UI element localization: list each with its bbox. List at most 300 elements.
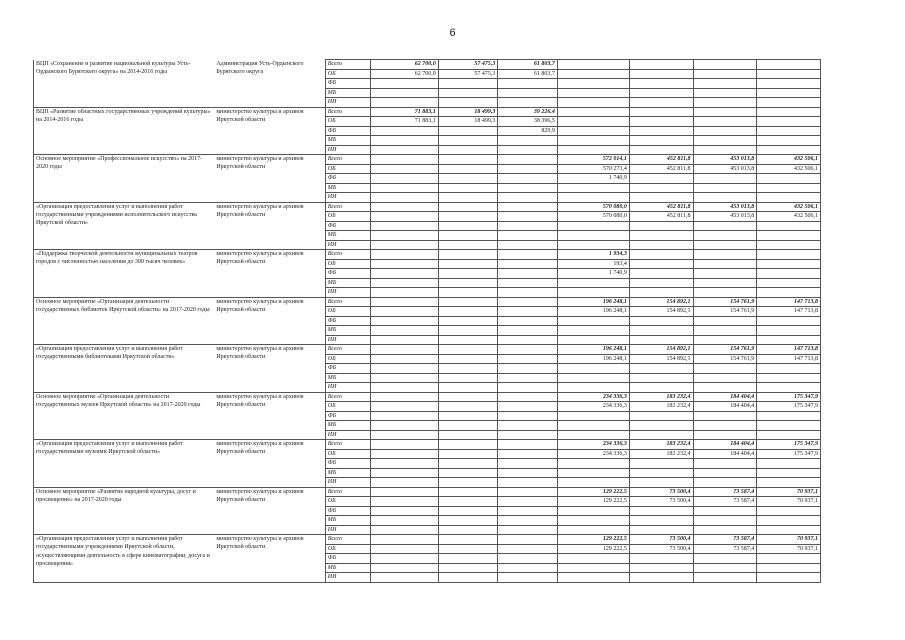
amount-cell — [438, 373, 498, 383]
amount-cell — [370, 193, 438, 203]
amount-cell — [498, 373, 558, 383]
funding-source-label: ФБ — [325, 506, 370, 516]
amount-cell — [757, 563, 821, 573]
amount-cell — [693, 364, 757, 374]
amount-cell: 452 811,8 — [629, 155, 693, 165]
amount-cell — [557, 335, 629, 345]
amount-cell — [557, 107, 629, 117]
amount-cell: 175 347,9 — [757, 449, 821, 459]
amount-cell: 570 273,4 — [557, 164, 629, 174]
table-row — [34, 202, 821, 212]
amount-cell: 129 222,5 — [557, 535, 629, 545]
amount-cell — [498, 525, 558, 535]
amount-cell — [438, 354, 498, 364]
amount-cell — [438, 164, 498, 174]
funding-source-label: ФБ — [325, 79, 370, 89]
amount-cell — [498, 563, 558, 573]
table-row — [34, 535, 821, 545]
amount-cell: 147 713,8 — [757, 307, 821, 317]
amount-cell: 183 232,4 — [629, 392, 693, 402]
amount-cell: 570 080,0 — [557, 212, 629, 222]
amount-cell — [629, 373, 693, 383]
amount-cell: 154 892,1 — [629, 297, 693, 307]
funding-source-label: ОБ — [325, 259, 370, 269]
funding-source-label: ФБ — [325, 126, 370, 136]
amount-cell — [757, 506, 821, 516]
amount-cell: 73 500,4 — [629, 535, 693, 545]
amount-cell — [629, 459, 693, 469]
amount-cell — [693, 145, 757, 155]
amount-cell — [438, 183, 498, 193]
amount-cell — [557, 60, 629, 70]
amount-cell — [757, 278, 821, 288]
funding-source-label: ОБ — [325, 402, 370, 412]
amount-cell — [370, 487, 438, 497]
amount-cell — [757, 79, 821, 89]
amount-cell — [757, 316, 821, 326]
amount-cell — [438, 440, 498, 450]
amount-cell — [629, 335, 693, 345]
amount-cell — [693, 459, 757, 469]
amount-cell — [498, 554, 558, 564]
amount-cell — [629, 69, 693, 79]
amount-cell — [498, 402, 558, 412]
amount-cell — [557, 516, 629, 526]
amount-cell — [370, 335, 438, 345]
amount-cell — [757, 525, 821, 535]
amount-cell — [370, 373, 438, 383]
amount-cell: 453 013,8 — [693, 212, 757, 222]
executor-name: министерство культуры и архивов Иркутской области — [214, 535, 325, 583]
amount-cell — [370, 221, 438, 231]
amount-cell — [370, 554, 438, 564]
amount-cell — [438, 364, 498, 374]
amount-cell — [757, 126, 821, 136]
amount-cell — [693, 79, 757, 89]
amount-cell — [757, 373, 821, 383]
amount-cell — [370, 307, 438, 317]
amount-cell — [629, 250, 693, 260]
amount-cell: 147 713,8 — [757, 354, 821, 364]
funding-source-label: Всего — [325, 250, 370, 260]
funding-source-label: ОБ — [325, 449, 370, 459]
funding-source-label: Всего — [325, 535, 370, 545]
amount-cell — [438, 240, 498, 250]
amount-cell — [757, 183, 821, 193]
amount-cell — [498, 88, 558, 98]
program-name: «Организация предоставления услуг и выполнения работ государственными библиотеками Иркутской области» — [34, 345, 215, 393]
amount-cell — [557, 183, 629, 193]
amount-cell — [693, 250, 757, 260]
amount-cell — [438, 449, 498, 459]
amount-cell — [693, 117, 757, 127]
amount-cell: 1 740,9 — [557, 269, 629, 279]
amount-cell — [438, 402, 498, 412]
amount-cell — [629, 468, 693, 478]
amount-cell — [557, 364, 629, 374]
amount-cell: 154 892,1 — [629, 354, 693, 364]
executor-name: министерство культуры и архивов Иркутской области — [214, 297, 325, 345]
amount-cell — [370, 544, 438, 554]
amount-cell — [370, 278, 438, 288]
amount-cell — [438, 155, 498, 165]
amount-cell — [438, 487, 498, 497]
amount-cell — [757, 240, 821, 250]
amount-cell: 147 713,8 — [757, 345, 821, 355]
amount-cell: 1 934,3 — [557, 250, 629, 260]
amount-cell — [757, 231, 821, 241]
funding-source-label: ИИ — [325, 383, 370, 393]
amount-cell — [629, 183, 693, 193]
amount-cell — [370, 269, 438, 279]
amount-cell — [498, 183, 558, 193]
amount-cell — [757, 174, 821, 184]
amount-cell — [757, 259, 821, 269]
amount-cell: 829,9 — [498, 126, 558, 136]
amount-cell — [693, 221, 757, 231]
amount-cell — [370, 345, 438, 355]
amount-cell — [498, 506, 558, 516]
amount-cell — [757, 383, 821, 393]
funding-source-label: ФБ — [325, 554, 370, 564]
amount-cell: 452 811,8 — [629, 202, 693, 212]
amount-cell — [498, 535, 558, 545]
amount-cell: 234 336,3 — [557, 440, 629, 450]
amount-cell — [629, 316, 693, 326]
amount-cell — [438, 573, 498, 583]
amount-cell — [438, 98, 498, 108]
amount-cell — [438, 79, 498, 89]
amount-cell — [693, 259, 757, 269]
amount-cell — [498, 487, 558, 497]
amount-cell — [370, 250, 438, 260]
amount-cell: 39 226,4 — [498, 107, 558, 117]
amount-cell — [438, 250, 498, 260]
amount-cell — [438, 345, 498, 355]
funding-source-label: ОБ — [325, 497, 370, 507]
amount-cell: 196 248,1 — [557, 345, 629, 355]
amount-cell — [629, 525, 693, 535]
program-name: ВЦП «Сохранение и развитие национальной культуры Усть-Ордынского Бурятского округа» на 2014-2016 годы — [34, 60, 215, 108]
amount-cell — [438, 544, 498, 554]
amount-cell: 62 700,0 — [370, 69, 438, 79]
amount-cell — [370, 440, 438, 450]
amount-cell — [629, 240, 693, 250]
amount-cell — [557, 316, 629, 326]
amount-cell — [370, 354, 438, 364]
amount-cell — [498, 516, 558, 526]
funding-source-label: МБ — [325, 231, 370, 241]
amount-cell — [757, 221, 821, 231]
amount-cell — [557, 278, 629, 288]
amount-cell: 73 500,4 — [629, 487, 693, 497]
amount-cell — [693, 107, 757, 117]
amount-cell: 154 761,9 — [693, 307, 757, 317]
amount-cell — [498, 145, 558, 155]
amount-cell — [438, 411, 498, 421]
amount-cell — [757, 421, 821, 431]
amount-cell — [438, 126, 498, 136]
amount-cell: 57 475,3 — [438, 60, 498, 70]
funding-source-label: ИИ — [325, 98, 370, 108]
amount-cell: 572 014,1 — [557, 155, 629, 165]
amount-cell — [693, 98, 757, 108]
amount-cell — [438, 335, 498, 345]
amount-cell — [438, 459, 498, 469]
funding-source-label: ФБ — [325, 221, 370, 231]
amount-cell — [757, 250, 821, 260]
amount-cell — [438, 563, 498, 573]
amount-cell — [370, 202, 438, 212]
amount-cell: 73 587,4 — [693, 535, 757, 545]
amount-cell — [557, 573, 629, 583]
amount-cell — [693, 516, 757, 526]
amount-cell — [498, 430, 558, 440]
amount-cell — [498, 164, 558, 174]
amount-cell — [629, 60, 693, 70]
amount-cell — [557, 69, 629, 79]
funding-source-label: ФБ — [325, 411, 370, 421]
amount-cell — [557, 231, 629, 241]
amount-cell — [370, 155, 438, 165]
amount-cell — [370, 516, 438, 526]
amount-cell — [557, 193, 629, 203]
amount-cell — [629, 193, 693, 203]
executor-name: министерство культуры и архивов Иркутской области — [214, 250, 325, 298]
amount-cell — [438, 88, 498, 98]
table-row — [34, 345, 821, 355]
amount-cell: 154 761,9 — [693, 354, 757, 364]
amount-cell — [438, 297, 498, 307]
amount-cell — [498, 278, 558, 288]
amount-cell — [757, 573, 821, 583]
funding-source-label: Всего — [325, 202, 370, 212]
amount-cell — [693, 506, 757, 516]
amount-cell — [693, 430, 757, 440]
table-row — [34, 392, 821, 402]
amount-cell — [629, 563, 693, 573]
funding-source-label: Всего — [325, 297, 370, 307]
amount-cell: 183 232,4 — [629, 402, 693, 412]
amount-cell — [757, 193, 821, 203]
amount-cell — [629, 79, 693, 89]
funding-source-label: ИИ — [325, 478, 370, 488]
amount-cell — [370, 449, 438, 459]
amount-cell — [438, 326, 498, 336]
amount-cell — [757, 468, 821, 478]
amount-cell — [629, 259, 693, 269]
amount-cell — [757, 117, 821, 127]
amount-cell — [629, 478, 693, 488]
executor-name: министерство культуры и архивов Иркутской области — [214, 202, 325, 250]
amount-cell — [498, 354, 558, 364]
funding-source-label: Всего — [325, 107, 370, 117]
amount-cell — [370, 231, 438, 241]
amount-cell — [693, 525, 757, 535]
funding-source-label: МБ — [325, 468, 370, 478]
amount-cell — [438, 516, 498, 526]
amount-cell: 71 883,1 — [370, 107, 438, 117]
amount-cell — [498, 364, 558, 374]
amount-cell — [557, 145, 629, 155]
amount-cell — [370, 297, 438, 307]
executor-name: министерство культуры и архивов Иркутской области — [214, 440, 325, 488]
amount-cell — [757, 364, 821, 374]
amount-cell — [370, 240, 438, 250]
amount-cell — [498, 335, 558, 345]
amount-cell — [693, 383, 757, 393]
amount-cell: 129 222,5 — [557, 487, 629, 497]
amount-cell — [370, 563, 438, 573]
amount-cell — [438, 554, 498, 564]
amount-cell: 183 232,4 — [629, 449, 693, 459]
amount-cell — [693, 421, 757, 431]
amount-cell: 73 587,4 — [693, 487, 757, 497]
amount-cell — [629, 430, 693, 440]
amount-cell — [438, 145, 498, 155]
amount-cell — [498, 98, 558, 108]
amount-cell — [557, 525, 629, 535]
amount-cell — [438, 202, 498, 212]
amount-cell — [757, 60, 821, 70]
amount-cell — [438, 136, 498, 146]
amount-cell — [693, 478, 757, 488]
amount-cell — [498, 297, 558, 307]
amount-cell — [629, 554, 693, 564]
amount-cell — [498, 155, 558, 165]
amount-cell — [629, 383, 693, 393]
amount-cell — [370, 79, 438, 89]
amount-cell — [757, 459, 821, 469]
amount-cell — [498, 316, 558, 326]
table-row — [34, 107, 821, 117]
amount-cell: 432 506,1 — [757, 164, 821, 174]
amount-cell — [498, 345, 558, 355]
amount-cell — [498, 174, 558, 184]
amount-cell: 184 404,4 — [693, 392, 757, 402]
program-name: Основное мероприятие «Организация деятельности государственных библиотек Иркутской области» на 2017-2020 годы — [34, 297, 215, 345]
table-row — [34, 487, 821, 497]
amount-cell: 147 713,8 — [757, 297, 821, 307]
amount-cell — [498, 250, 558, 260]
funding-source-label: ИИ — [325, 193, 370, 203]
amount-cell — [438, 193, 498, 203]
amount-cell — [498, 136, 558, 146]
funding-source-label: Всего — [325, 155, 370, 165]
amount-cell — [370, 174, 438, 184]
amount-cell — [757, 88, 821, 98]
amount-cell — [498, 79, 558, 89]
amount-cell — [370, 421, 438, 431]
amount-cell — [557, 221, 629, 231]
amount-cell — [557, 326, 629, 336]
funding-source-label: ИИ — [325, 240, 370, 250]
amount-cell — [438, 316, 498, 326]
amount-cell: 154 761,9 — [693, 297, 757, 307]
amount-cell — [498, 421, 558, 431]
amount-cell: 452 811,8 — [629, 212, 693, 222]
amount-cell — [498, 449, 558, 459]
program-name: «Организация предоставления услуг и выполнения работ государственными учреждениями исполнительского искусства Иркутской области» — [34, 202, 215, 250]
amount-cell — [498, 307, 558, 317]
amount-cell — [629, 231, 693, 241]
funding-source-label: Всего — [325, 440, 370, 450]
amount-cell — [438, 212, 498, 222]
amount-cell: 234 336,3 — [557, 449, 629, 459]
amount-cell — [370, 506, 438, 516]
amount-cell — [438, 478, 498, 488]
funding-source-label: ИИ — [325, 335, 370, 345]
amount-cell — [557, 98, 629, 108]
amount-cell: 70 937,1 — [757, 487, 821, 497]
amount-cell — [370, 88, 438, 98]
funding-source-label: ИИ — [325, 573, 370, 583]
amount-cell — [498, 221, 558, 231]
amount-cell — [370, 98, 438, 108]
program-name: Основное мероприятие «Организация деятельности государственных музеев Иркутской области» на 2017-2020 годы — [34, 392, 215, 440]
amount-cell: 62 700,0 — [370, 60, 438, 70]
amount-cell — [370, 288, 438, 298]
funding-source-label: ИИ — [325, 430, 370, 440]
amount-cell: 129 222,5 — [557, 544, 629, 554]
amount-cell: 196 248,1 — [557, 354, 629, 364]
amount-cell — [629, 145, 693, 155]
amount-cell — [693, 240, 757, 250]
amount-cell — [693, 60, 757, 70]
amount-cell — [693, 468, 757, 478]
amount-cell: 432 506,1 — [757, 202, 821, 212]
amount-cell — [629, 174, 693, 184]
amount-cell — [370, 136, 438, 146]
amount-cell — [370, 573, 438, 583]
amount-cell — [693, 335, 757, 345]
amount-cell: 61 803,7 — [498, 60, 558, 70]
amount-cell — [557, 383, 629, 393]
amount-cell — [498, 440, 558, 450]
amount-cell: 38 396,5 — [498, 117, 558, 127]
program-name: Основное мероприятие «Профессиональное искусство» на 2017-2020 годы — [34, 155, 215, 203]
amount-cell: 175 347,9 — [757, 392, 821, 402]
executor-name: министерство культуры и архивов Иркутской области — [214, 155, 325, 203]
amount-cell: 154 892,1 — [629, 307, 693, 317]
amount-cell — [757, 288, 821, 298]
amount-cell — [693, 183, 757, 193]
amount-cell — [629, 117, 693, 127]
amount-cell — [557, 88, 629, 98]
funding-source-label: ОБ — [325, 117, 370, 127]
amount-cell: 70 937,1 — [757, 497, 821, 507]
amount-cell — [557, 563, 629, 573]
table-row — [34, 250, 821, 260]
amount-cell: 1 740,9 — [557, 174, 629, 184]
amount-cell — [629, 288, 693, 298]
funding-source-label: ИИ — [325, 525, 370, 535]
amount-cell: 452 811,8 — [629, 164, 693, 174]
program-name: «Организация предоставления услуг и выполнения работ государственными музеями Иркутской области» — [34, 440, 215, 488]
amount-cell: 193,4 — [557, 259, 629, 269]
amount-cell — [693, 326, 757, 336]
amount-cell — [438, 506, 498, 516]
funding-source-label: МБ — [325, 326, 370, 336]
funding-source-label: ФБ — [325, 269, 370, 279]
amount-cell — [629, 98, 693, 108]
amount-cell — [629, 506, 693, 516]
funding-source-label: ОБ — [325, 164, 370, 174]
amount-cell — [498, 202, 558, 212]
amount-cell: 175 347,9 — [757, 402, 821, 412]
amount-cell — [629, 326, 693, 336]
amount-cell — [757, 430, 821, 440]
